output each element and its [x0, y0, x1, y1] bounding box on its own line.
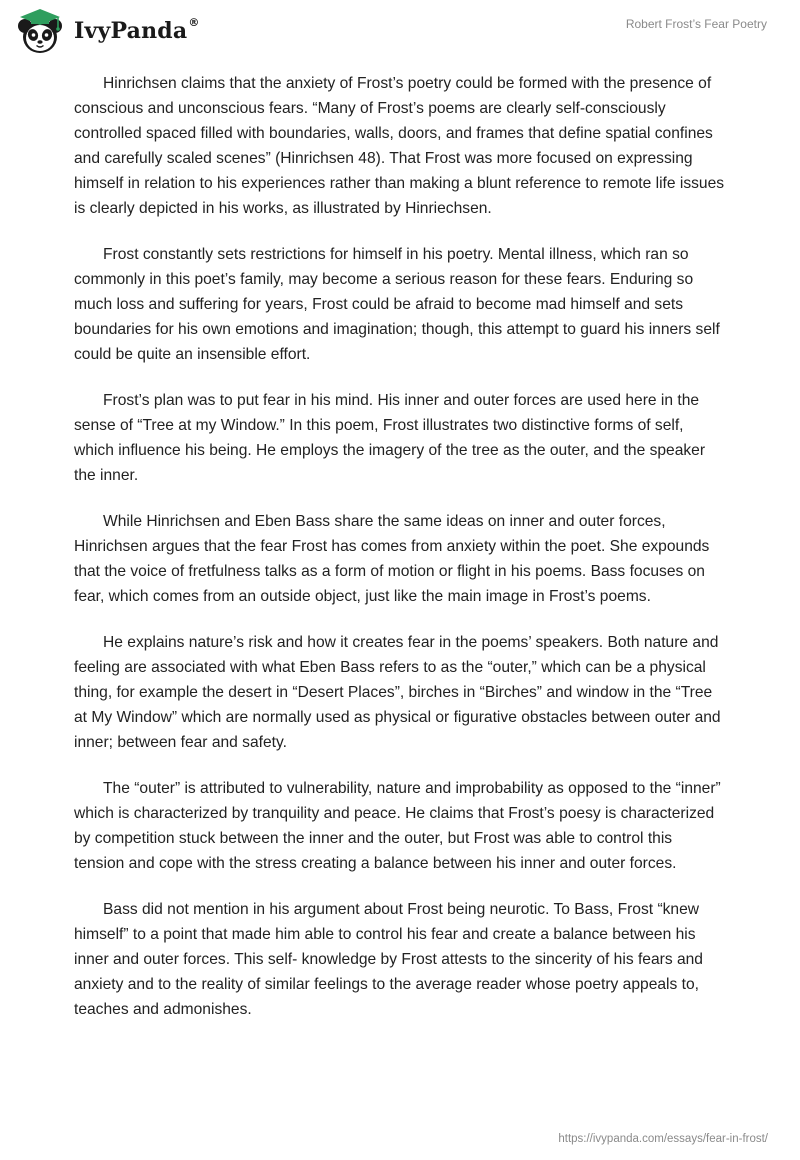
ivypanda-logo[interactable] — [14, 6, 200, 56]
paragraph: Bass did not mention in his argument about Frost being neurotic. To Bass, Frost “knew himself” to a point that made him able to control his fear and create a balance between his inner and outer forces. This self- knowledge by Frost attests to the sincerity of his fears and anxiety and to the reality of similar feelings to the average reader whose poetry appeals to, teaches and admonishes. — [74, 901, 703, 1018]
paragraph: Frost constantly sets restrictions for himself in his poetry. Mental illness, which ran so commonly in this poet’s family, may become a serious reason for these fears. Enduring so much loss and suffering for years, Frost could be afraid to become mad himself and sets boundaries for his own emotions and imagination; though, this attempt to guard his inners self could be quite an insensible effort. — [74, 246, 720, 363]
paragraph: While Hinrichsen and Eben Bass share the same ideas on inner and outer forces, Hinrichsen argues that the fear Frost has comes from anxiety within the poet. She expounds that the voice of fretfulness talks as a form of motion or flight in his poems. Bass focuses on fear, which comes from an outside object, just like the main image in Frost’s poems. — [74, 513, 710, 605]
page-header — [0, 0, 800, 60]
paragraph: He explains nature’s risk and how it creates fear in the poems’ speakers. Both nature and feeling are associated with what Eben Bass refers to as the “outer,” which can be a physical thing, for example the desert in “Desert Places”, birches in “Birches” and window in the “Tree at My Window” which are normally used as physical or figurative obstacles between outer and inner; between fear and safety. — [74, 634, 721, 751]
source-url[interactable]: https://ivypanda.com/essays/fear-in-frost/ — [558, 1133, 768, 1145]
paragraph: The “outer” is attributed to vulnerability, nature and improbability as opposed to the “inner” which is characterized by tranquility and peace. He claims that Frost’s poesy is characterized by competition stuck between the inner and the outer, but Frost was able to control this tension and cope with the stress creating a balance between his inner and outer forces. — [74, 780, 721, 872]
essay-body — [74, 71, 726, 1043]
registered-mark: ® — [188, 16, 200, 29]
paragraph: Hinrichsen claims that the anxiety of Frost’s poetry could be formed with the presence of conscious and unconscious fears. “Many of Frost’s poems are clearly self-consciously controlled spaced filled with boundaries, walls, doors, and frames that define spatial confines and carefully scaled scenes” (Hinrichsen 48). That Frost was more focused on expressing himself in relation to his experiences rather than making a blunt reference to remote life issues is clearly depicted in his works, as illustrated by Hinriechsen. — [74, 75, 725, 217]
brand-name: IvyPanda ® — [74, 16, 200, 44]
panda-graduate-icon — [14, 6, 66, 56]
document-title: Robert Frost’s Fear Poetry — [625, 17, 767, 31]
paragraph: Frost’s plan was to put fear in his mind. His inner and outer forces are used here in the sense of “Tree at my Window.” In this poem, Frost illustrates two distinctive forms of self, which influence his being. He employs the imagery of the tree as the outer, and the speaker the inner. — [74, 392, 706, 484]
